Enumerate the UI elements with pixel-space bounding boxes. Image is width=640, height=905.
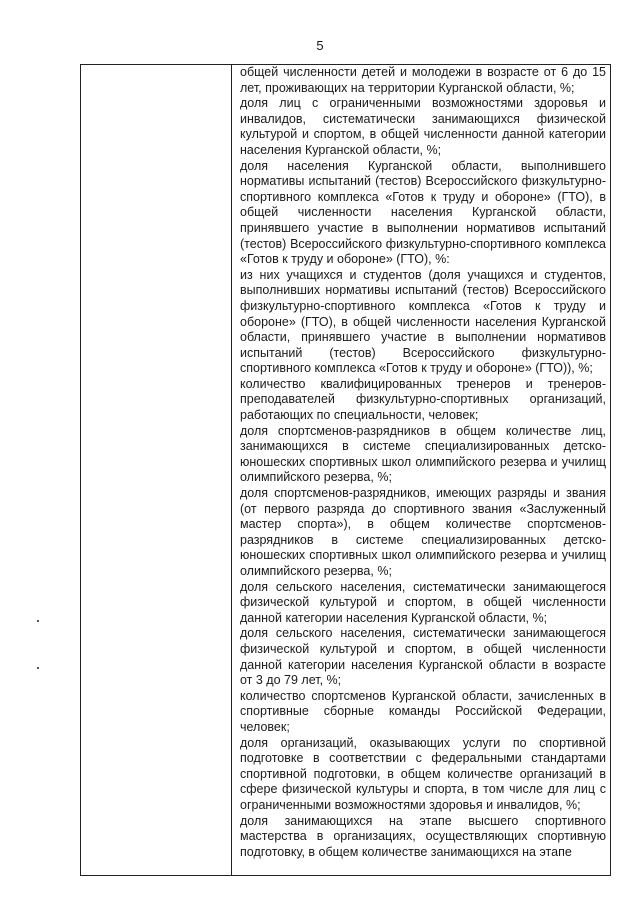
program-table [80, 64, 611, 876]
indicator-paragraph: доля населения Курганской области, выполнившего нормативы испытаний (тестов) Всероссийского физкультурно-спортивного комплекса «Готов к труду и обороне» (ГТО), в общей численности населения Курганской области, принявшего участие в выполнении нормативов испытаний (тестов) Всероссийского физкультурно-спортивного комплекса «Готов к труду и обороне» (ГТО), %: [240, 158, 606, 267]
indicator-paragraph: доля спортсменов-разрядников в общем количестве лиц, занимающихся в системе специализированных детско-юношеских спортивных школ олимпийского резерва и училищ олимпийского резерва, %; [240, 423, 606, 485]
table-right-cell [232, 65, 610, 875]
table-left-cell [81, 65, 232, 875]
indicator-paragraph: доля спортсменов-разрядников, имеющих разряды и звания (от первого разряда до спортивного звания «Заслуженный мастер спорта»), в общем количестве спортсменов-разрядников в системе специализированных детско-юношеских спортивных школ олимпийского резерва и училищ олимпийского резерва, %; [240, 486, 606, 578]
indicator-paragraph: количество квалифицированных тренеров и тренеров-преподавателей физкультурно-спортивных организаций, работающих по специальности, человек; [240, 376, 606, 423]
margin-mark [37, 667, 39, 669]
page-number: 5 [316, 38, 324, 53]
indicator-paragraph: доля организаций, оказывающих услуги по спортивной подготовке в соответствии с федеральными стандартами спортивной подготовки, в общем количестве организаций в сфере физической культуры и спорта, в том числе для лиц с ограниченными возможностями здоровья и инвалидов, %; [240, 735, 606, 812]
indicator-paragraph: доля лиц с ограниченными возможностями здоровья и инвалидов, систематически занимающихся физической культурой и спортом, в общей численности данной категории населения Курганской области, %; [240, 96, 606, 157]
indicator-paragraph: общей численности детей и молодежи в возрасте от 6 до 15 лет, проживающих на территории Курганской области, %; [240, 65, 606, 95]
indicator-paragraph: из них учащихся и студентов (доля учащихся и студентов, выполнивших нормативы испытаний (тестов) Всероссийского физкультурно-спортивного комплекса «Готов к труду и обороне» (ГТО), в общей численности населения Курганской области, принявшего участие в выполнении нормативов испытаний (тестов) Всероссийского физкультурно-спортивного комплекса «Готов к труду и обороне» (ГТО)), %; [240, 267, 606, 376]
indicator-paragraph: доля сельского населения, систематически занимающегося физической культурой и спортом, в общей численности данной категории населения Курганской области в возрасте от 3 до 79 лет, %; [240, 626, 606, 688]
indicator-paragraph: доля занимающихся на этапе высшего спортивного мастерства в организациях, осуществляющих спортивную подготовку, в общем количестве занимающихся на этапе [240, 813, 606, 859]
margin-mark [37, 620, 39, 622]
indicator-paragraph: доля сельского населения, систематически занимающегося физической культурой и спортом, в общей численности данной категории населения Курганской области, %; [240, 579, 606, 625]
indicator-paragraph: количество спортсменов Курганской области, зачисленных в спортивные сборные команды Российской Федерации, человек; [240, 688, 606, 734]
